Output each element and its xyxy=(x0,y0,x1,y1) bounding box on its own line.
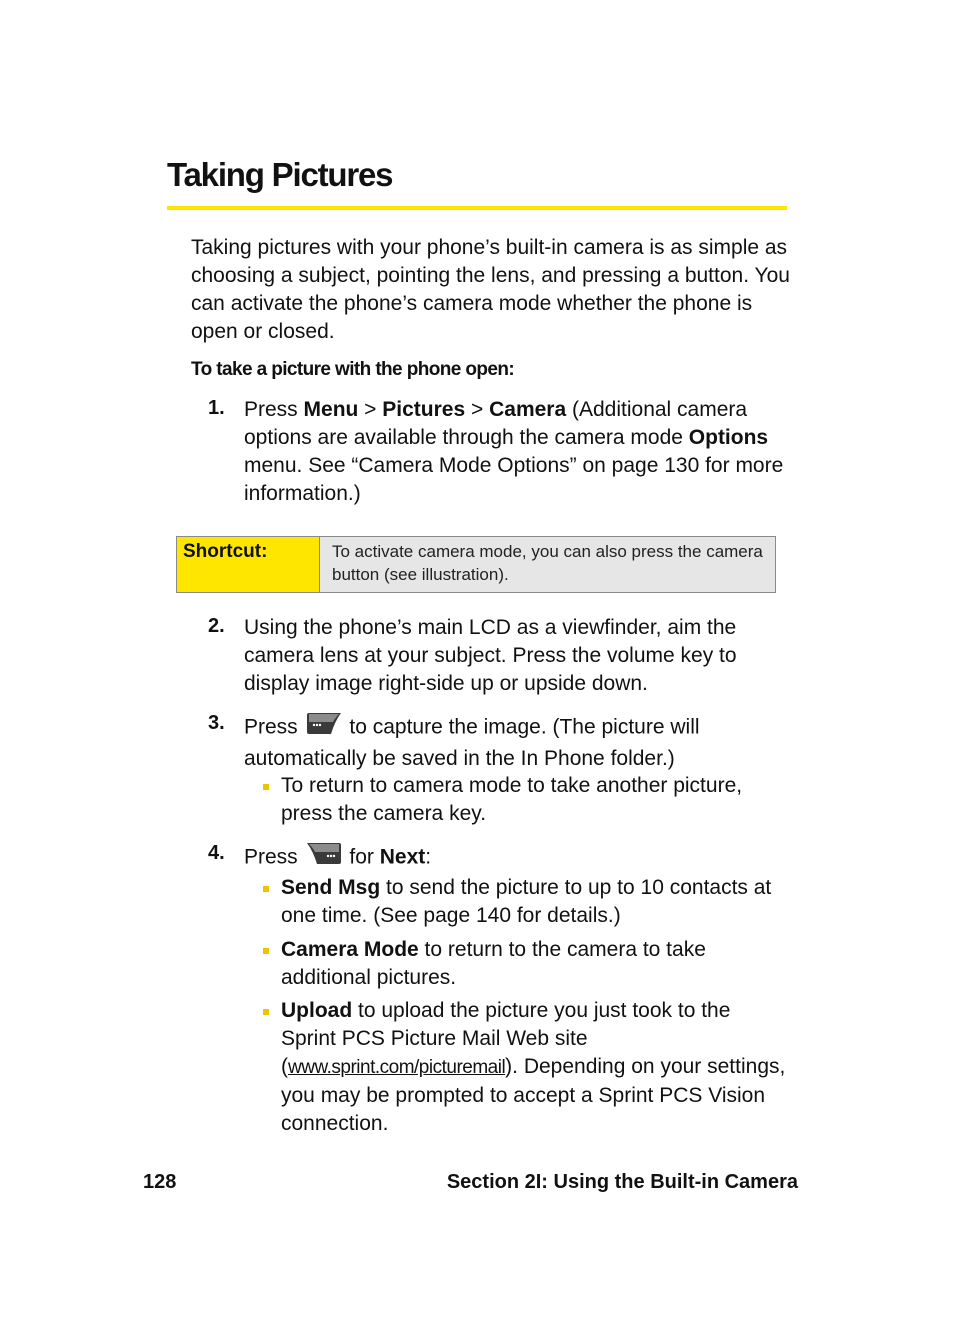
page-number: 128 xyxy=(143,1171,177,1193)
step-1-end: menu. See “Camera Mode Options” on page 130 for more information.) xyxy=(244,454,784,505)
step-4-for: for xyxy=(343,845,380,869)
step-3-press: Press xyxy=(244,715,298,739)
step-3-number: 3. xyxy=(208,712,225,734)
intro-paragraph: Taking pictures with your phone’s built-in camera is as simple as choosing a subject, pointing the lens, and pressing a button. You can activate the phone’s camera mode whether the phone is open or closed. xyxy=(191,236,790,343)
step-1-press: Press xyxy=(244,398,304,421)
picturemail-link[interactable]: www.sprint.com/picturemail xyxy=(288,1057,506,1078)
shortcut-text: To activate camera mode, you can also press the camera button (see illustration). xyxy=(320,537,775,592)
options-label: Options xyxy=(688,426,769,449)
procedure-heading: To take a picture with the phone open: xyxy=(191,359,515,380)
right-softkey-icon xyxy=(304,841,344,875)
step-3-rest: to capture the image. (The picture will automatically be saved in the In Phone folder.) xyxy=(244,715,700,770)
shortcut-label: Shortcut: xyxy=(177,537,320,592)
upload-bullet xyxy=(281,997,791,1138)
step-4-press: Press xyxy=(244,845,298,869)
separator: > xyxy=(465,398,490,421)
step-1-number: 1. xyxy=(208,397,225,419)
colon: : xyxy=(425,845,432,869)
upload-text-post: ). Depending on your settings, you may be prompted to accept a Sprint PCS Vision connection. xyxy=(281,1055,786,1135)
title-underline xyxy=(167,206,787,210)
pictures-label: Pictures xyxy=(382,398,466,421)
step-1-text xyxy=(244,396,789,508)
bullet-icon xyxy=(263,784,269,790)
next-label: Next xyxy=(379,845,426,869)
step-4-number: 4. xyxy=(208,842,225,864)
camera-mode-text: to return to the camera to take additional pictures. xyxy=(281,938,706,989)
menu-label: Menu xyxy=(303,398,359,421)
bullet-icon xyxy=(263,1009,269,1015)
step-3-bullet: To return to camera mode to take another picture, press the camera key. xyxy=(281,774,743,825)
camera-mode-bullet xyxy=(281,936,791,992)
step-2-number: 2. xyxy=(208,615,225,637)
separator: > xyxy=(358,398,383,421)
step-4-text xyxy=(244,841,789,875)
bullet-icon xyxy=(263,948,269,954)
step-2-text: Using the phone’s main LCD as a viewfinder, aim the camera lens at your subject. Press the volume key to display image right-side up or upside down. xyxy=(244,616,737,695)
upload-text-pre: to upload the picture you just took to the Sprint PCS Picture Mail Web site ( xyxy=(281,999,731,1078)
section-title: Section 2I: Using the Built-in Camera xyxy=(446,1171,798,1193)
upload-label: Upload xyxy=(281,999,353,1022)
step-3-text xyxy=(244,711,789,773)
send-msg-bullet xyxy=(281,874,791,930)
send-msg-text: to send the picture to up to 10 contacts at one time. (See page 140 for details.) xyxy=(281,876,772,927)
step-1-mid: (Additional camera options are available through the camera mode xyxy=(244,398,748,449)
camera-label: Camera xyxy=(489,398,567,421)
send-msg-label: Send Msg xyxy=(281,876,381,899)
camera-mode-label: Camera Mode xyxy=(281,938,419,961)
bullet-icon xyxy=(263,886,269,892)
left-softkey-icon xyxy=(304,711,344,745)
shortcut-note xyxy=(176,536,776,593)
page-title: Taking Pictures xyxy=(167,156,393,193)
